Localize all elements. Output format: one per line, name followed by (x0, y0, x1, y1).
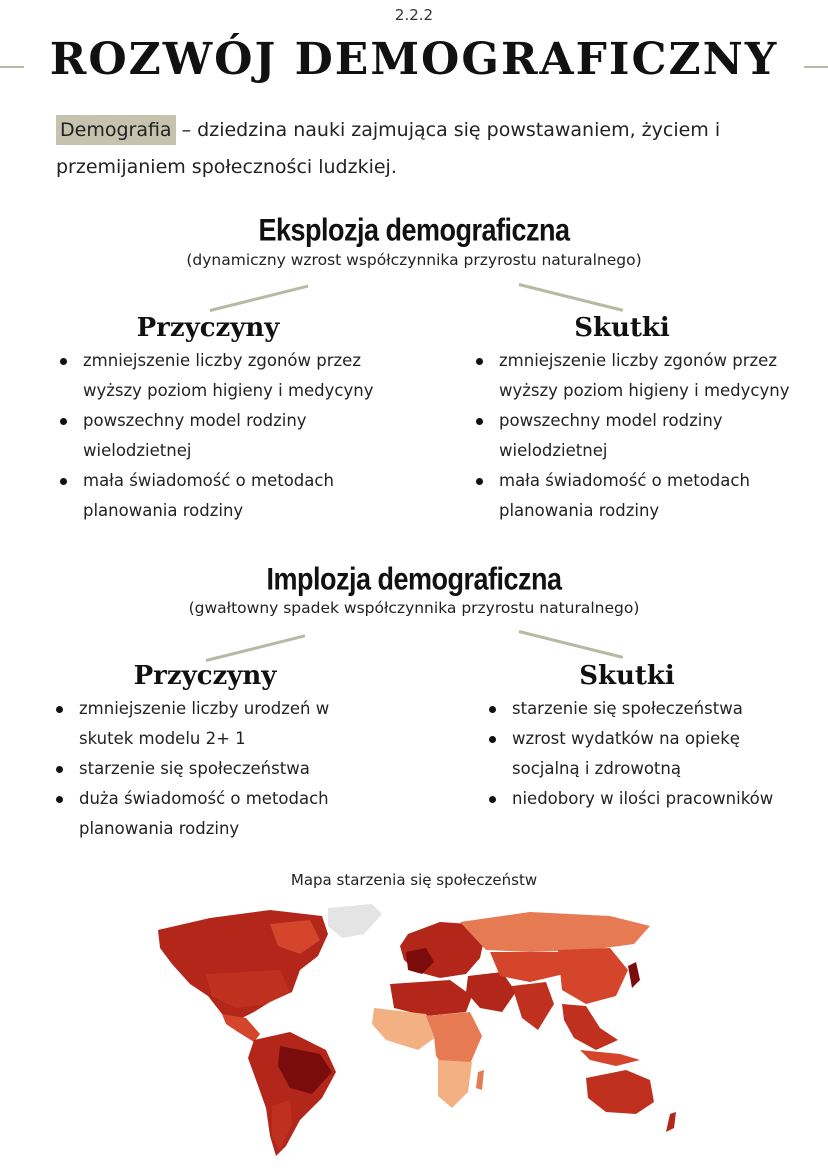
region-new-zealand (666, 1112, 676, 1132)
list-item: powszechny model rodziny wielodzietnej (57, 406, 387, 466)
list-item: mała świadomość o metodach planowania rodziny (473, 466, 803, 526)
list-item: zmniejszenie liczby zgonów przez wyższy poziom higieny i medycyny (473, 346, 803, 406)
eksplozja-subtitle: (dynamiczny wzrost współczynnika przyrostu naturalnego) (186, 251, 642, 269)
page-title: ROZWÓJ DEMOGRAFICZNY (49, 34, 779, 85)
region-africa-north (390, 980, 472, 1016)
region-japan (628, 962, 640, 988)
eksplozja-skutki-heading: Skutki (574, 313, 670, 343)
eksplozja-connector-right (519, 283, 624, 312)
definition (56, 112, 756, 186)
region-south-asia (512, 982, 554, 1030)
region-indonesia (580, 1050, 640, 1066)
region-middle-east (466, 972, 516, 1012)
implozja-connector-left (206, 634, 306, 662)
list-item: starzenie się społeczeństwa (53, 754, 363, 784)
region-africa-south (438, 1060, 472, 1108)
region-central-america (222, 1014, 260, 1042)
eksplozja-przyczyny-heading: Przyczyny (136, 313, 280, 343)
list-item: wzrost wydatków na opiekę socjalną i zdrowotną (486, 724, 806, 784)
region-madagascar (476, 1070, 484, 1090)
implozja-connector-right (519, 630, 624, 659)
list-item: duża świadomość o metodach planowania rodziny (53, 784, 363, 844)
list-item: zmniejszenie liczby zgonów przez wyższy poziom higieny i medycyny (57, 346, 387, 406)
list-item: mała świadomość o metodach planowania rodziny (57, 466, 387, 526)
implozja-skutki-heading: Skutki (579, 661, 675, 691)
implozja-przyczyny-list (53, 694, 363, 844)
eksplozja-title: Eksplozja demograficzna (258, 212, 570, 248)
eksplozja-connector-left (210, 285, 309, 312)
list-item: zmniejszenie liczby urodzeń w skutek modelu 2+ 1 (53, 694, 363, 754)
world-map (150, 900, 710, 1165)
list-item: starzenie się społeczeństwa (486, 694, 806, 724)
implozja-title: Implozja demograficzna (266, 561, 562, 597)
eksplozja-przyczyny-list (57, 346, 387, 526)
map-title: Mapa starzenia się społeczeństw (290, 871, 538, 889)
definition-text: – dziedzina nauki zajmująca się powstawaniem, życiem i przemijaniem społeczności ludzkiej. (56, 119, 721, 178)
region-australia (586, 1070, 654, 1114)
region-russia (460, 912, 650, 952)
implozja-przyczyny-heading: Przyczyny (133, 661, 277, 691)
list-item: powszechny model rodziny wielodzietnej (473, 406, 803, 466)
eksplozja-skutki-list (473, 346, 803, 526)
region-southeast-asia (562, 1004, 618, 1050)
implozja-skutki-list (486, 694, 806, 814)
definition-term: Demografia (56, 115, 176, 145)
list-item: niedobory w ilości pracowników (486, 784, 806, 814)
section-number: 2.2.2 (394, 6, 434, 24)
region-east-asia (558, 948, 628, 1004)
region-greenland (328, 904, 382, 938)
implozja-subtitle: (gwałtowny spadek współczynnika przyrostu naturalnego) (188, 599, 640, 617)
